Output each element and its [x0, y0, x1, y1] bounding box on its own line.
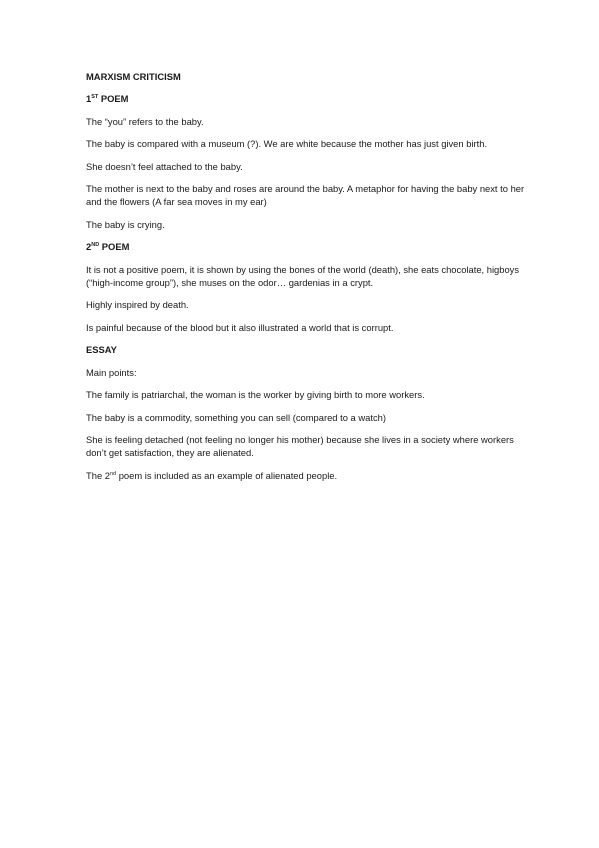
document-body [86, 70, 526, 491]
paragraph: The baby is compared with a museum (?). We are white because the mother has just given birth. [86, 138, 488, 150]
essay-last-ordinal: nd [109, 470, 117, 477]
paragraph: The baby is crying. [86, 218, 165, 230]
poem1-heading [86, 92, 526, 105]
paragraph: Is painful because of the blood but it also illustrated a world that is corrupt. [86, 321, 394, 333]
poem1-heading-label: POEM [98, 93, 129, 105]
paragraph: The mother is next to the baby and roses are around the baby. A metaphor for having the baby next to her and the flowers (A far sea moves in my ear) [86, 183, 525, 208]
poem1-heading-number: 1 [86, 93, 92, 105]
essay-heading: ESSAY [86, 344, 117, 356]
document-title: MARXISM CRITICISM [86, 71, 181, 82]
paragraph: It is not a positive poem, it is shown by using the bones of the world (death), she eats chocolate, higboys (“high-income group”), she muses on the odor… gardenias in a crypt. [86, 263, 520, 289]
essay-last-suffix: poem is included as an example of alienated people. [116, 469, 338, 481]
paragraph: The “you” refers to the baby. [86, 115, 204, 127]
paragraph: Highly inspired by death. [86, 299, 189, 311]
poem1-heading-ordinal: ST [91, 94, 99, 101]
poem2-heading-label: POEM [99, 241, 130, 253]
paragraph: She is feeling detached (not feeling no longer his mother) because she lives in a society where workers don’t get satisfaction, they are alienated. [86, 433, 514, 459]
paragraph: Main points: [86, 366, 137, 378]
essay-last-paragraph [86, 469, 526, 482]
paragraph: The family is patriarchal, the woman is the worker by giving birth to more workers. [86, 389, 425, 401]
paragraph: She doesn’t feel attached to the baby. [86, 160, 243, 172]
poem2-heading-number: 2 [86, 241, 92, 253]
essay-last-prefix: The 2 [86, 469, 110, 481]
poem2-heading [86, 240, 526, 253]
paragraph: The baby is a commodity, something you can sell (compared to a watch) [86, 411, 386, 423]
poem2-heading-ordinal: ND [91, 242, 100, 249]
